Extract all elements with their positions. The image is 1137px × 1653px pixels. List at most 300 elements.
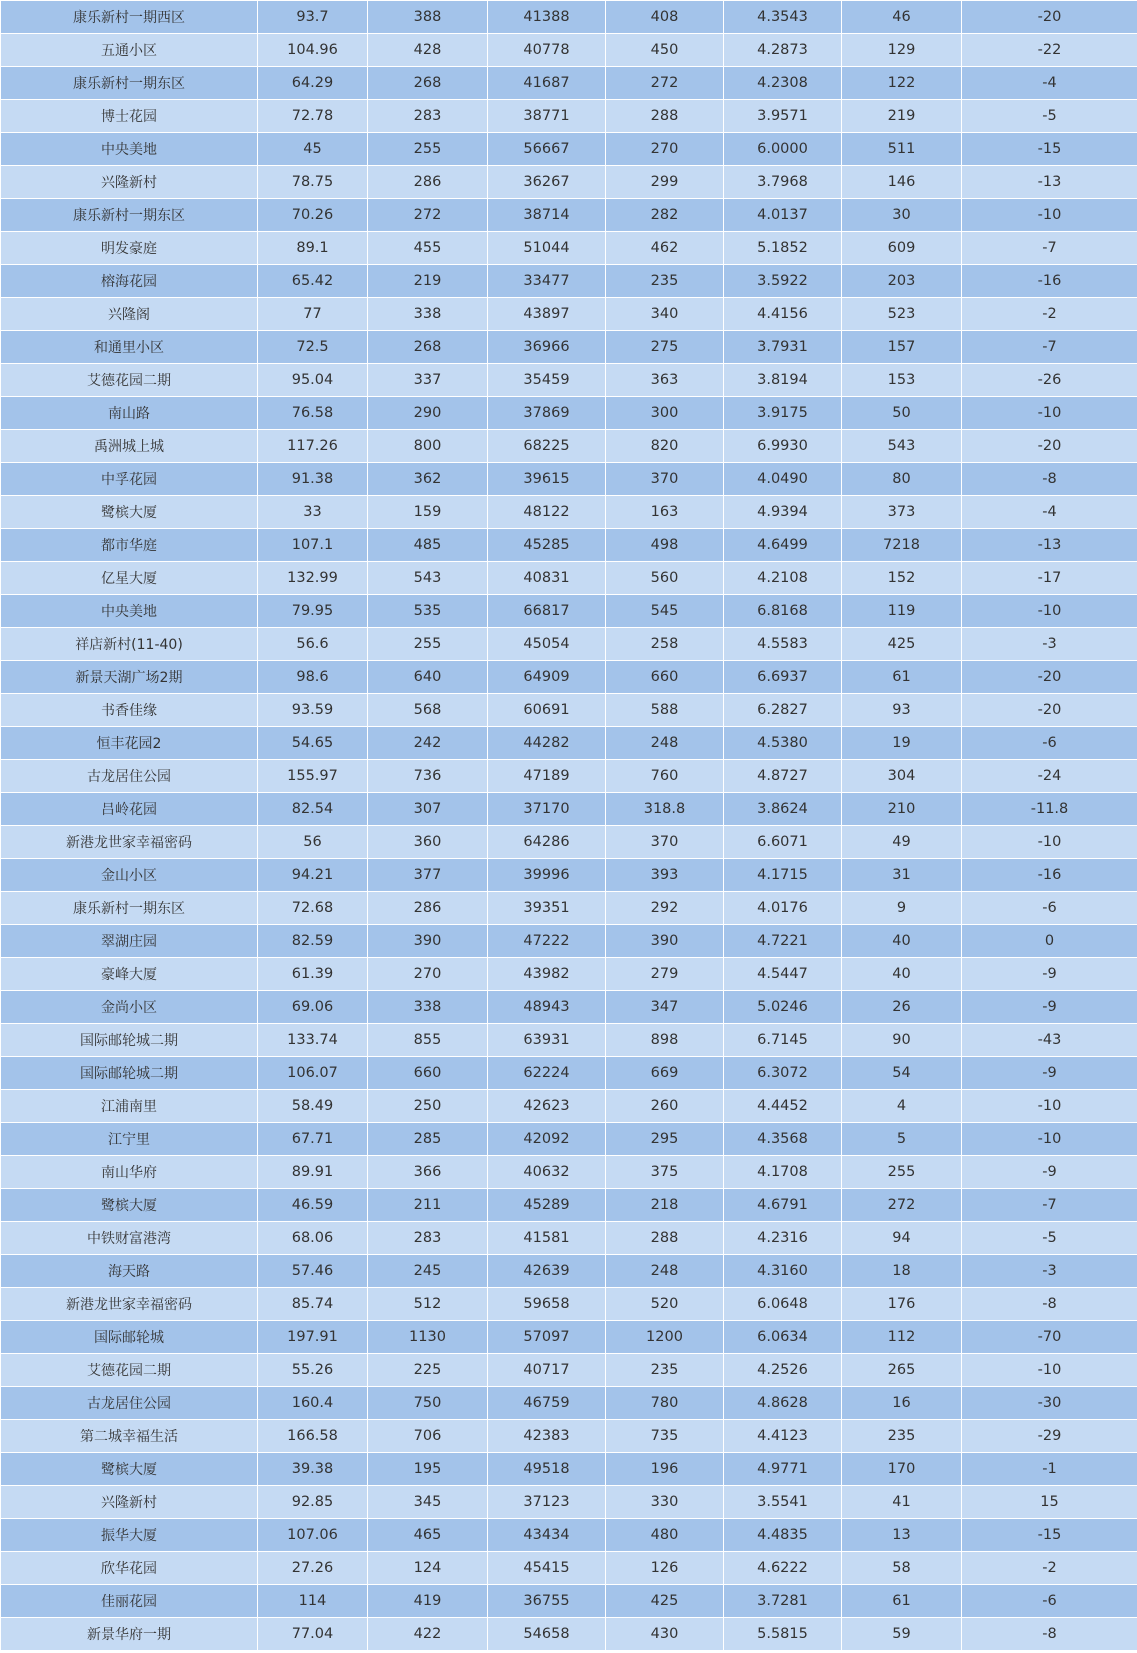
rate-cell: 4.1715 bbox=[724, 859, 842, 892]
change-cell: -11.8 bbox=[962, 793, 1137, 826]
price-cell: 419 bbox=[368, 1585, 488, 1618]
price-cell: 290 bbox=[368, 397, 488, 430]
listed-price-cell: 347 bbox=[606, 991, 724, 1024]
area-cell: 85.74 bbox=[258, 1288, 368, 1321]
change-cell: -24 bbox=[962, 760, 1137, 793]
unit-price-cell: 51044 bbox=[488, 232, 606, 265]
change-cell: -17 bbox=[962, 562, 1137, 595]
price-cell: 219 bbox=[368, 265, 488, 298]
community-name-cell: 金尚小区 bbox=[1, 991, 258, 1024]
listed-price-cell: 370 bbox=[606, 826, 724, 859]
views-cell: 219 bbox=[842, 100, 962, 133]
table-row bbox=[1, 1387, 1137, 1420]
price-cell: 568 bbox=[368, 694, 488, 727]
community-name-cell: 康乐新村一期西区 bbox=[1, 1, 258, 34]
unit-price-cell: 47189 bbox=[488, 760, 606, 793]
price-cell: 1130 bbox=[368, 1321, 488, 1354]
area-cell: 106.07 bbox=[258, 1057, 368, 1090]
rate-cell: 3.8624 bbox=[724, 793, 842, 826]
area-cell: 79.95 bbox=[258, 595, 368, 628]
rate-cell: 6.6937 bbox=[724, 661, 842, 694]
listed-price-cell: 292 bbox=[606, 892, 724, 925]
change-cell: -4 bbox=[962, 67, 1137, 100]
area-cell: 155.97 bbox=[258, 760, 368, 793]
table-row bbox=[1, 298, 1137, 331]
unit-price-cell: 64286 bbox=[488, 826, 606, 859]
unit-price-cell: 57097 bbox=[488, 1321, 606, 1354]
unit-price-cell: 60691 bbox=[488, 694, 606, 727]
area-cell: 78.75 bbox=[258, 166, 368, 199]
change-cell: -10 bbox=[962, 397, 1137, 430]
price-cell: 286 bbox=[368, 892, 488, 925]
rate-cell: 4.4835 bbox=[724, 1519, 842, 1552]
change-cell: -20 bbox=[962, 694, 1137, 727]
listed-price-cell: 288 bbox=[606, 100, 724, 133]
area-cell: 45 bbox=[258, 133, 368, 166]
change-cell: -13 bbox=[962, 529, 1137, 562]
price-cell: 706 bbox=[368, 1420, 488, 1453]
views-cell: 90 bbox=[842, 1024, 962, 1057]
change-cell: -10 bbox=[962, 1354, 1137, 1387]
rate-cell: 3.9175 bbox=[724, 397, 842, 430]
area-cell: 91.38 bbox=[258, 463, 368, 496]
rate-cell: 4.2108 bbox=[724, 562, 842, 595]
table-row bbox=[1, 1420, 1137, 1453]
views-cell: 146 bbox=[842, 166, 962, 199]
listed-price-cell: 279 bbox=[606, 958, 724, 991]
area-cell: 57.46 bbox=[258, 1255, 368, 1288]
rate-cell: 3.5541 bbox=[724, 1486, 842, 1519]
views-cell: 58 bbox=[842, 1552, 962, 1585]
table-row bbox=[1, 100, 1137, 133]
table-row bbox=[1, 1519, 1137, 1552]
table-row bbox=[1, 397, 1137, 430]
views-cell: 49 bbox=[842, 826, 962, 859]
table-row bbox=[1, 364, 1137, 397]
table-row bbox=[1, 166, 1137, 199]
rate-cell: 4.4452 bbox=[724, 1090, 842, 1123]
price-cell: 736 bbox=[368, 760, 488, 793]
table-row bbox=[1, 1486, 1137, 1519]
listed-price-cell: 735 bbox=[606, 1420, 724, 1453]
rate-cell: 5.5815 bbox=[724, 1618, 842, 1651]
area-cell: 166.58 bbox=[258, 1420, 368, 1453]
area-cell: 64.29 bbox=[258, 67, 368, 100]
rate-cell: 4.5380 bbox=[724, 727, 842, 760]
views-cell: 59 bbox=[842, 1618, 962, 1651]
listed-price-cell: 248 bbox=[606, 727, 724, 760]
listed-price-cell: 288 bbox=[606, 1222, 724, 1255]
rate-cell: 4.3160 bbox=[724, 1255, 842, 1288]
unit-price-cell: 43982 bbox=[488, 958, 606, 991]
price-cell: 255 bbox=[368, 628, 488, 661]
unit-price-cell: 62224 bbox=[488, 1057, 606, 1090]
unit-price-cell: 36755 bbox=[488, 1585, 606, 1618]
table-row bbox=[1, 991, 1137, 1024]
change-cell: -9 bbox=[962, 1156, 1137, 1189]
views-cell: 170 bbox=[842, 1453, 962, 1486]
change-cell: -20 bbox=[962, 1, 1137, 34]
unit-price-cell: 43897 bbox=[488, 298, 606, 331]
views-cell: 523 bbox=[842, 298, 962, 331]
community-name-cell: 艾德花园二期 bbox=[1, 1354, 258, 1387]
unit-price-cell: 48122 bbox=[488, 496, 606, 529]
table-row bbox=[1, 1255, 1137, 1288]
rate-cell: 4.2316 bbox=[724, 1222, 842, 1255]
area-cell: 76.58 bbox=[258, 397, 368, 430]
area-cell: 89.91 bbox=[258, 1156, 368, 1189]
price-cell: 283 bbox=[368, 1222, 488, 1255]
price-cell: 465 bbox=[368, 1519, 488, 1552]
listed-price-cell: 248 bbox=[606, 1255, 724, 1288]
community-name-cell: 振华大厦 bbox=[1, 1519, 258, 1552]
price-cell: 750 bbox=[368, 1387, 488, 1420]
change-cell: -7 bbox=[962, 331, 1137, 364]
listed-price-cell: 390 bbox=[606, 925, 724, 958]
table-row bbox=[1, 430, 1137, 463]
table-row bbox=[1, 1090, 1137, 1123]
listed-price-cell: 462 bbox=[606, 232, 724, 265]
community-name-cell: 豪峰大厦 bbox=[1, 958, 258, 991]
views-cell: 373 bbox=[842, 496, 962, 529]
area-cell: 68.06 bbox=[258, 1222, 368, 1255]
table-row bbox=[1, 1321, 1137, 1354]
change-cell: -15 bbox=[962, 133, 1137, 166]
views-cell: 176 bbox=[842, 1288, 962, 1321]
change-cell: -3 bbox=[962, 1255, 1137, 1288]
change-cell: -5 bbox=[962, 1222, 1137, 1255]
price-cell: 855 bbox=[368, 1024, 488, 1057]
unit-price-cell: 59658 bbox=[488, 1288, 606, 1321]
change-cell: -13 bbox=[962, 166, 1137, 199]
views-cell: 61 bbox=[842, 661, 962, 694]
rate-cell: 4.0176 bbox=[724, 892, 842, 925]
views-cell: 94 bbox=[842, 1222, 962, 1255]
area-cell: 72.5 bbox=[258, 331, 368, 364]
table-row bbox=[1, 463, 1137, 496]
community-name-cell: 吕岭花园 bbox=[1, 793, 258, 826]
table-row bbox=[1, 1552, 1137, 1585]
area-cell: 27.26 bbox=[258, 1552, 368, 1585]
listed-price-cell: 270 bbox=[606, 133, 724, 166]
views-cell: 30 bbox=[842, 199, 962, 232]
change-cell: -2 bbox=[962, 1552, 1137, 1585]
listed-price-cell: 588 bbox=[606, 694, 724, 727]
views-cell: 13 bbox=[842, 1519, 962, 1552]
rate-cell: 6.0648 bbox=[724, 1288, 842, 1321]
area-cell: 61.39 bbox=[258, 958, 368, 991]
listed-price-cell: 126 bbox=[606, 1552, 724, 1585]
table-row bbox=[1, 1354, 1137, 1387]
listed-price-cell: 430 bbox=[606, 1618, 724, 1651]
community-name-cell: 国际邮轮城二期 bbox=[1, 1057, 258, 1090]
unit-price-cell: 39351 bbox=[488, 892, 606, 925]
area-cell: 197.91 bbox=[258, 1321, 368, 1354]
listed-price-cell: 370 bbox=[606, 463, 724, 496]
unit-price-cell: 63931 bbox=[488, 1024, 606, 1057]
rate-cell: 6.6071 bbox=[724, 826, 842, 859]
table-row bbox=[1, 1618, 1137, 1651]
listed-price-cell: 340 bbox=[606, 298, 724, 331]
price-cell: 455 bbox=[368, 232, 488, 265]
rate-cell: 6.2827 bbox=[724, 694, 842, 727]
rate-cell: 3.9571 bbox=[724, 100, 842, 133]
table-row bbox=[1, 1585, 1137, 1618]
rate-cell: 4.2526 bbox=[724, 1354, 842, 1387]
area-cell: 107.1 bbox=[258, 529, 368, 562]
listed-price-cell: 450 bbox=[606, 34, 724, 67]
area-cell: 94.21 bbox=[258, 859, 368, 892]
price-cell: 345 bbox=[368, 1486, 488, 1519]
change-cell: -5 bbox=[962, 100, 1137, 133]
change-cell: -9 bbox=[962, 1057, 1137, 1090]
change-cell: -20 bbox=[962, 430, 1137, 463]
community-name-cell: 禹洲城上城 bbox=[1, 430, 258, 463]
unit-price-cell: 38714 bbox=[488, 199, 606, 232]
area-cell: 70.26 bbox=[258, 199, 368, 232]
unit-price-cell: 42092 bbox=[488, 1123, 606, 1156]
rate-cell: 4.8628 bbox=[724, 1387, 842, 1420]
price-cell: 337 bbox=[368, 364, 488, 397]
unit-price-cell: 43434 bbox=[488, 1519, 606, 1552]
unit-price-cell: 48943 bbox=[488, 991, 606, 1024]
rate-cell: 6.7145 bbox=[724, 1024, 842, 1057]
rate-cell: 4.6499 bbox=[724, 529, 842, 562]
community-name-cell: 南山路 bbox=[1, 397, 258, 430]
rate-cell: 3.5922 bbox=[724, 265, 842, 298]
table-row bbox=[1, 628, 1137, 661]
unit-price-cell: 40831 bbox=[488, 562, 606, 595]
listed-price-cell: 363 bbox=[606, 364, 724, 397]
rate-cell: 6.9930 bbox=[724, 430, 842, 463]
views-cell: 54 bbox=[842, 1057, 962, 1090]
area-cell: 58.49 bbox=[258, 1090, 368, 1123]
table-row bbox=[1, 1189, 1137, 1222]
change-cell: -10 bbox=[962, 595, 1137, 628]
price-cell: 283 bbox=[368, 100, 488, 133]
rate-cell: 4.2308 bbox=[724, 67, 842, 100]
table-row bbox=[1, 694, 1137, 727]
rate-cell: 4.3543 bbox=[724, 1, 842, 34]
community-name-cell: 国际邮轮城二期 bbox=[1, 1024, 258, 1057]
unit-price-cell: 41581 bbox=[488, 1222, 606, 1255]
change-cell: -8 bbox=[962, 1618, 1137, 1651]
price-cell: 250 bbox=[368, 1090, 488, 1123]
rate-cell: 4.8727 bbox=[724, 760, 842, 793]
rate-cell: 6.3072 bbox=[724, 1057, 842, 1090]
table-row bbox=[1, 1453, 1137, 1486]
listed-price-cell: 669 bbox=[606, 1057, 724, 1090]
unit-price-cell: 37170 bbox=[488, 793, 606, 826]
views-cell: 304 bbox=[842, 760, 962, 793]
views-cell: 265 bbox=[842, 1354, 962, 1387]
area-cell: 33 bbox=[258, 496, 368, 529]
community-name-cell: 康乐新村一期东区 bbox=[1, 199, 258, 232]
listed-price-cell: 258 bbox=[606, 628, 724, 661]
price-cell: 428 bbox=[368, 34, 488, 67]
community-name-cell: 翠湖庄园 bbox=[1, 925, 258, 958]
area-cell: 92.85 bbox=[258, 1486, 368, 1519]
price-cell: 360 bbox=[368, 826, 488, 859]
community-name-cell: 中孚花园 bbox=[1, 463, 258, 496]
price-cell: 286 bbox=[368, 166, 488, 199]
views-cell: 41 bbox=[842, 1486, 962, 1519]
unit-price-cell: 42639 bbox=[488, 1255, 606, 1288]
price-cell: 543 bbox=[368, 562, 488, 595]
unit-price-cell: 40717 bbox=[488, 1354, 606, 1387]
listed-price-cell: 300 bbox=[606, 397, 724, 430]
price-cell: 388 bbox=[368, 1, 488, 34]
price-cell: 242 bbox=[368, 727, 488, 760]
listed-price-cell: 560 bbox=[606, 562, 724, 595]
change-cell: -15 bbox=[962, 1519, 1137, 1552]
price-cell: 800 bbox=[368, 430, 488, 463]
rate-cell: 4.6791 bbox=[724, 1189, 842, 1222]
views-cell: 272 bbox=[842, 1189, 962, 1222]
community-name-cell: 中铁财富港湾 bbox=[1, 1222, 258, 1255]
area-cell: 55.26 bbox=[258, 1354, 368, 1387]
views-cell: 129 bbox=[842, 34, 962, 67]
area-cell: 77 bbox=[258, 298, 368, 331]
unit-price-cell: 36267 bbox=[488, 166, 606, 199]
community-name-cell: 鹭槟大厦 bbox=[1, 1453, 258, 1486]
unit-price-cell: 41388 bbox=[488, 1, 606, 34]
unit-price-cell: 54658 bbox=[488, 1618, 606, 1651]
change-cell: -10 bbox=[962, 199, 1137, 232]
rate-cell: 4.9771 bbox=[724, 1453, 842, 1486]
community-name-cell: 海天路 bbox=[1, 1255, 258, 1288]
table-row bbox=[1, 826, 1137, 859]
area-cell: 67.71 bbox=[258, 1123, 368, 1156]
community-name-cell: 兴隆新村 bbox=[1, 166, 258, 199]
change-cell: -16 bbox=[962, 859, 1137, 892]
views-cell: 31 bbox=[842, 859, 962, 892]
community-name-cell: 古龙居住公园 bbox=[1, 1387, 258, 1420]
listed-price-cell: 480 bbox=[606, 1519, 724, 1552]
table-row bbox=[1, 34, 1137, 67]
community-name-cell: 祥店新村(11-40) bbox=[1, 628, 258, 661]
change-cell: -10 bbox=[962, 1090, 1137, 1123]
unit-price-cell: 42623 bbox=[488, 1090, 606, 1123]
table-row bbox=[1, 661, 1137, 694]
views-cell: 5 bbox=[842, 1123, 962, 1156]
change-cell: 15 bbox=[962, 1486, 1137, 1519]
community-name-cell: 和通里小区 bbox=[1, 331, 258, 364]
table-row bbox=[1, 232, 1137, 265]
table-row bbox=[1, 1222, 1137, 1255]
change-cell: -22 bbox=[962, 34, 1137, 67]
listed-price-cell: 235 bbox=[606, 1354, 724, 1387]
listed-price-cell: 408 bbox=[606, 1, 724, 34]
area-cell: 107.06 bbox=[258, 1519, 368, 1552]
community-name-cell: 书香佳缘 bbox=[1, 694, 258, 727]
views-cell: 16 bbox=[842, 1387, 962, 1420]
unit-price-cell: 46759 bbox=[488, 1387, 606, 1420]
price-cell: 272 bbox=[368, 199, 488, 232]
listed-price-cell: 375 bbox=[606, 1156, 724, 1189]
table-row bbox=[1, 958, 1137, 991]
table-row bbox=[1, 199, 1137, 232]
views-cell: 80 bbox=[842, 463, 962, 496]
area-cell: 133.74 bbox=[258, 1024, 368, 1057]
unit-price-cell: 40632 bbox=[488, 1156, 606, 1189]
area-cell: 46.59 bbox=[258, 1189, 368, 1222]
unit-price-cell: 45285 bbox=[488, 529, 606, 562]
views-cell: 93 bbox=[842, 694, 962, 727]
area-cell: 39.38 bbox=[258, 1453, 368, 1486]
listed-price-cell: 498 bbox=[606, 529, 724, 562]
price-cell: 362 bbox=[368, 463, 488, 496]
price-cell: 512 bbox=[368, 1288, 488, 1321]
community-name-cell: 康乐新村一期东区 bbox=[1, 892, 258, 925]
community-name-cell: 艾德花园二期 bbox=[1, 364, 258, 397]
price-cell: 225 bbox=[368, 1354, 488, 1387]
views-cell: 511 bbox=[842, 133, 962, 166]
change-cell: -6 bbox=[962, 727, 1137, 760]
community-name-cell: 新港龙世家幸福密码 bbox=[1, 826, 258, 859]
views-cell: 7218 bbox=[842, 529, 962, 562]
listed-price-cell: 660 bbox=[606, 661, 724, 694]
views-cell: 255 bbox=[842, 1156, 962, 1189]
listed-price-cell: 780 bbox=[606, 1387, 724, 1420]
views-cell: 26 bbox=[842, 991, 962, 1024]
unit-price-cell: 42383 bbox=[488, 1420, 606, 1453]
price-cell: 307 bbox=[368, 793, 488, 826]
change-cell: -2 bbox=[962, 298, 1137, 331]
rate-cell: 4.3568 bbox=[724, 1123, 842, 1156]
change-cell: -26 bbox=[962, 364, 1137, 397]
table-row bbox=[1, 265, 1137, 298]
price-cell: 338 bbox=[368, 298, 488, 331]
change-cell: -6 bbox=[962, 1585, 1137, 1618]
change-cell: -16 bbox=[962, 265, 1137, 298]
area-cell: 160.4 bbox=[258, 1387, 368, 1420]
change-cell: -9 bbox=[962, 958, 1137, 991]
rate-cell: 6.0634 bbox=[724, 1321, 842, 1354]
change-cell: -3 bbox=[962, 628, 1137, 661]
views-cell: 46 bbox=[842, 1, 962, 34]
community-name-cell: 金山小区 bbox=[1, 859, 258, 892]
listed-price-cell: 760 bbox=[606, 760, 724, 793]
price-cell: 124 bbox=[368, 1552, 488, 1585]
price-cell: 211 bbox=[368, 1189, 488, 1222]
price-cell: 285 bbox=[368, 1123, 488, 1156]
community-name-cell: 五通小区 bbox=[1, 34, 258, 67]
views-cell: 119 bbox=[842, 595, 962, 628]
community-name-cell: 欣华花园 bbox=[1, 1552, 258, 1585]
price-cell: 268 bbox=[368, 331, 488, 364]
rate-cell: 4.0137 bbox=[724, 199, 842, 232]
rate-cell: 4.9394 bbox=[724, 496, 842, 529]
area-cell: 56.6 bbox=[258, 628, 368, 661]
community-name-cell: 南山华府 bbox=[1, 1156, 258, 1189]
area-cell: 132.99 bbox=[258, 562, 368, 595]
community-name-cell: 明发豪庭 bbox=[1, 232, 258, 265]
unit-price-cell: 45289 bbox=[488, 1189, 606, 1222]
listed-price-cell: 1200 bbox=[606, 1321, 724, 1354]
change-cell: -1 bbox=[962, 1453, 1137, 1486]
listed-price-cell: 545 bbox=[606, 595, 724, 628]
price-cell: 485 bbox=[368, 529, 488, 562]
table-row bbox=[1, 1156, 1137, 1189]
table-row bbox=[1, 331, 1137, 364]
unit-price-cell: 41687 bbox=[488, 67, 606, 100]
price-cell: 159 bbox=[368, 496, 488, 529]
community-name-cell: 兴隆阁 bbox=[1, 298, 258, 331]
change-cell: -4 bbox=[962, 496, 1137, 529]
price-cell: 255 bbox=[368, 133, 488, 166]
rate-cell: 4.5583 bbox=[724, 628, 842, 661]
